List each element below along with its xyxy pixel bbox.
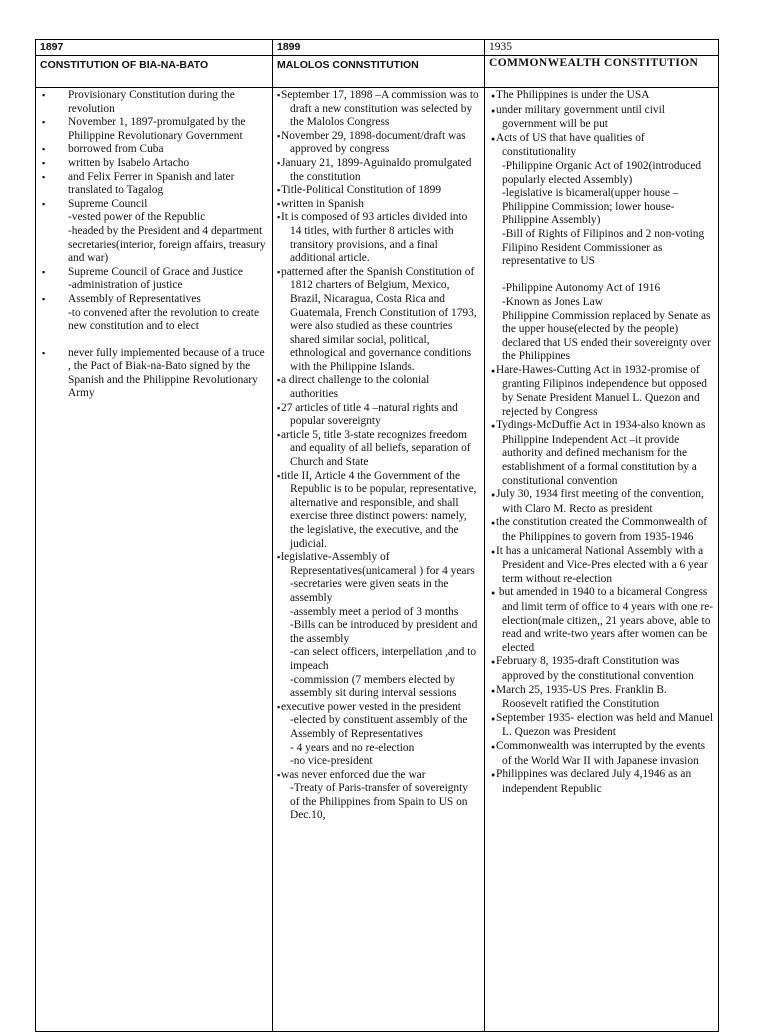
list-item: ▪ borrowed from Cuba <box>42 143 268 157</box>
list-item: ● Philippines was declared July 4,1946 as an independent Republic <box>486 768 714 796</box>
list-item: ● Commonwealth was interrupted by the events of the World War II with Japanese invasion <box>486 740 714 768</box>
year-1897: 1897 <box>36 40 273 56</box>
constitutions-table <box>35 39 719 1032</box>
title-malolos: MALOLOS CONNSTITUTION <box>273 56 485 88</box>
list-item: ▪ title II, Article 4 the Government of the Republic is to be popular, representative, alternative and responsible, and shall exercise three distinct powers: namely, the legislative, the executive, and the judicial. <box>274 470 480 552</box>
malolos-list <box>274 89 480 823</box>
list-item: ▪ Supreme Council -vested power of the Republic -headed by the President and 4 department secretaries(interior, foreign affairs, treasury and war) <box>42 198 268 266</box>
list-item: ● but amended in 1940 to a bicameral Congress and limit term of office to 4 years with one re-election(male citizen,, 21 years above, able to read and write-two years after women can be elected <box>486 586 714 655</box>
list-item: ▪ Provisionary Constitution during the revolution <box>42 89 268 116</box>
list-item: ▪ Title-Political Constitution of 1899 <box>274 184 480 198</box>
list-item: ▪ legislative-Assembly of Representatives(unicameral ) for 4 years -secretaries were given seats in the assembly -assembly meet a period of 3 months -Bills can be introduced by president and the assembly -can select officers, interpellation ,and to impeach -commission (7 members elected by assembly sit during interval sessions <box>274 551 480 701</box>
list-item: ▪ written in Spanish <box>274 198 480 212</box>
list-item: ● It has a unicameral National Assembly with a President and Vice-Pres elected with a 6 year term without re-election <box>486 545 714 587</box>
list-item: ● Tydings-McDuffie Act in 1934-also known as Philippine Independent Act –it provide authority and defined mechanism for the establishment of a formal constitution by a constitutional convention <box>486 419 714 488</box>
year-1899: 1899 <box>273 40 485 56</box>
list-item: ▪ Assembly of Representatives -to convened after the revolution to create new constitution and to elect <box>42 293 268 334</box>
list-item: ▪ It is composed of 93 articles divided into 14 titles, with further 8 articles with transitory provisions, and a final additional article. <box>274 211 480 265</box>
list-item: ● Hare-Hawes-Cutting Act in 1932-promise of granting Filipinos independence but opposed by Senate President Manuel L. Quezon and rejected by Congress <box>486 364 714 419</box>
year-1935: 1935 <box>485 40 719 56</box>
list-item: ▪ and Felix Ferrer in Spanish and later translated to Tagalog <box>42 171 268 198</box>
list-item: ▪ never fully implemented because of a truce , the Pact of Biak-na-Bato signed by the Spanish and the Philippine Revolutionary Army <box>42 347 268 401</box>
list-item: ▪ patterned after the Spanish Constitution of 1812 charters of Belgium, Mexico, Brazil, Nicaragua, Costa Rica and Guatemala, French Constitution of 1793, were also studied as these countries shared similar social, political, ethnological and governance conditions with the Philippine Islands. <box>274 266 480 375</box>
biak-na-bato-list <box>42 89 268 401</box>
list-item: ▪ written by Isabelo Artacho <box>42 157 268 171</box>
list-item: ▪ a direct challenge to the colonial authorities <box>274 374 480 401</box>
title-commonwealth: COMMONWEALTH CONSTITUTION <box>485 56 719 88</box>
list-item: ▪ January 21, 1899-Aguinaldo promulgated the constitution <box>274 157 480 184</box>
list-item: ● Acts of US that have qualities of constitutionality -Philippine Organic Act of 1902(introduced popularly elected Assembly) -legislative is bicameral(upper house –Philippine Commission; lower house-Philippine Assembly) -Bill of Rights of Filipinos and 2 non-voting Filipino Resident Commissioner as representative to US -Philippine Autonomy Act of 1916 -Known as Jones Law Philippine Commission replaced by Senate as the upper house(elected by the people) declared that US ended their sovereignty over the Philippines <box>486 132 714 364</box>
list-item: ▪ 27 articles of title 4 –natural rights and popular sovereignty <box>274 402 480 429</box>
list-item: ● under military government until civil government will be put <box>486 104 714 132</box>
list-item: ● September 1935- election was held and Manuel L. Quezon was President <box>486 712 714 740</box>
list-item: ▪ was never enforced due the war -Treaty of Paris-transfer of sovereignty of the Philippines from Spain to US on Dec.10, <box>274 769 480 823</box>
list-item: ● March 25, 1935-US Pres. Franklin B. Roosevelt ratified the Constitution <box>486 684 714 712</box>
list-item: ● the constitution created the Commonwealth of the Philippines to govern from 1935-1946 <box>486 516 714 544</box>
list-item: ▪ executive power vested in the president -elected by constituent assembly of the Assembly of Representatives - 4 years and no re-election -no vice-president <box>274 701 480 769</box>
title-biak-na-bato: CONSTITUTION OF BIA-NA-BATO <box>36 56 273 88</box>
list-item: ▪ November 29, 1898-document/draft was approved by congress <box>274 130 480 157</box>
biak-na-bato-column <box>36 88 273 1032</box>
commonwealth-list <box>486 89 714 796</box>
list-item: ● The Philippines is under the USA <box>486 89 714 104</box>
year-row <box>36 40 719 56</box>
list-item: ● February 8, 1935-draft Constitution was approved by the constitutional convention <box>486 655 714 683</box>
list-item: ● July 30, 1934 first meeting of the convention, with Claro M. Recto as president <box>486 488 714 516</box>
malolos-column <box>273 88 485 1032</box>
list-item: ▪ article 5, title 3-state recognizes freedom and equality of all beliefs, separation of Church and State <box>274 429 480 470</box>
commonwealth-column <box>485 88 719 1032</box>
list-item: ▪ November 1, 1897-promulgated by the Philippine Revolutionary Government <box>42 116 268 143</box>
list-item: ▪ Supreme Council of Grace and Justice -administration of justice <box>42 266 268 293</box>
list-item: ▪ September 17, 1898 –A commission was to draft a new constitution was selected by the Malolos Congress <box>274 89 480 130</box>
title-row <box>36 56 719 88</box>
content-row <box>36 88 719 1032</box>
